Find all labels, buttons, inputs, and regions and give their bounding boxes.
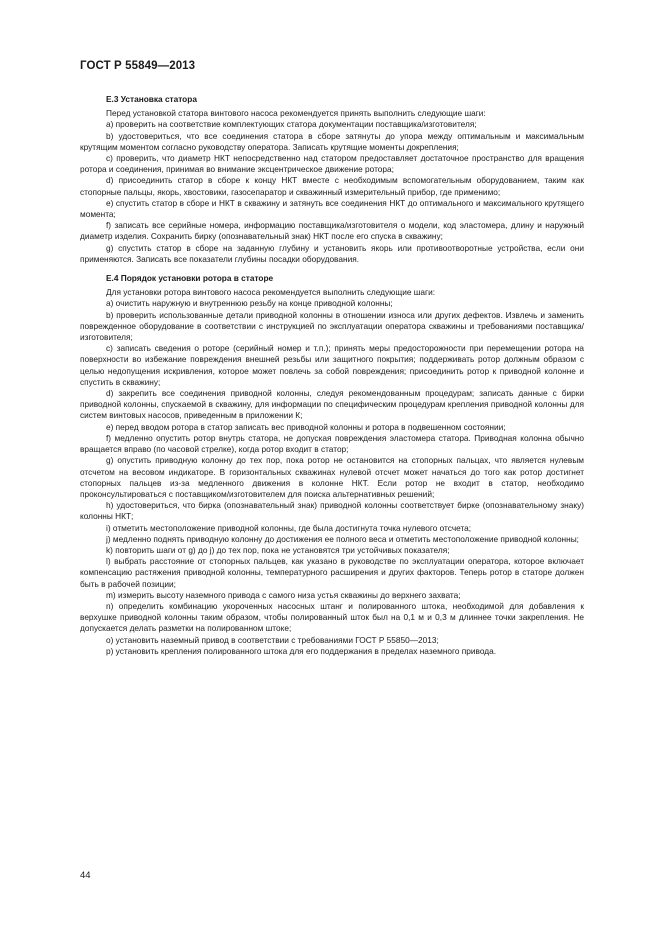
section-title-e4: Е.4 Порядок установки ротора в статоре — [106, 273, 274, 284]
paragraph: c) записать сведения о роторе (серийный номер и т.п.); принять меры предосторожности при перемещении ротора на поверхности во избежание повреждения внешней резьбы или защитного покрытия; поддерживать ротор должным образом с целью недопущения искривления, которое может повлечь за собой повреждения; присоединить ротор к приводной колонне и спустить в скважину; — [80, 343, 584, 387]
paragraph: j) медленно поднять приводную колонну до достижения ее полного веса и отметить местоположение приводной колонны; — [106, 533, 579, 544]
paragraph: c) проверить, что диаметр НКТ непосредственно над статором предоставляет достаточное пространство для вращения ротора и соединения, принимая во внимание эксцентрическое движение ротора; — [80, 153, 584, 175]
paragraph: m) измерить высоту наземного привода с самого низа устья скважины до верхнего захвата; — [106, 589, 461, 600]
paragraph: h) удостовериться, что бирка (опознавательный знак) приводной колонны соответствует бирке (опознавательному знаку) колонны НКТ; — [80, 500, 584, 522]
section-title-e3: Е.3 Установка статора — [106, 94, 197, 104]
paragraph: o) установить наземный привод в соответствии с требованиями ГОСТ Р 55850—2013; — [106, 634, 439, 645]
paragraph: n) определить комбинацию укороченных насосных штанг и полированного штока, необходимой для добавления к верхушке приводной колонны таким образом, чтобы полированный шток был на 0,1 м и 0,3 м длиннее точки закрепления. Не допускается делать разметки на полированном штоке; — [80, 600, 584, 634]
paragraph: d) закрепить все соединения приводной колонны, следуя рекомендованным процедурам; записать данные с бирки приводной колонны, спускаемой в скважину, для информации по специфическим процедурам крепления приводной колонны для систем винтовых насосов, приведенным в приложении К; — [80, 388, 584, 421]
paragraph: p) установить крепления полированного штока для его поддержания в пределах наземного привода. — [106, 645, 497, 656]
paragraph: g) опустить приводную колонну до тех пор, пока ротор не остановится на стопорных пальцах, что является нулевым отсчетом на весовом индикаторе. В горизонтальных скважинах нулевой отсчет может начаться до того как ротор достигнет стопорных пальцев из-за медленного движения в колонне НКТ. Если ротор не входит в статор, необходимо проконсультироваться с поставщиком/изготовителем для поиска альтернативных решений; — [80, 455, 584, 499]
paragraph: i) отметить местоположение приводной колонны, где была достигнута точка нулевого отсчета; — [106, 522, 472, 533]
section-e4-body — [80, 287, 584, 657]
paragraph: a) очистить наружную и внутреннюю резьбу на конце приводной колонны; — [106, 298, 393, 309]
paragraph: f) записать все серийные номера, информацию поставщика/изготовителя о модели, код эластомера, длину и наружный диаметр изделия. Сохранить бирку (опознавательный знак) НКТ после его спуска в скважину; — [80, 220, 584, 242]
paragraph: Для установки ротора винтового насоса рекомендуется выполнить следующие шаги: — [106, 287, 436, 298]
paragraph: f) медленно опустить ротор внутрь статора, не допуская повреждения эластомера статора. Приводная колонна обычно вращается вправо (по часовой стрелке), когда ротор входит в статор; — [80, 432, 584, 455]
section-e3-body — [80, 108, 584, 265]
paragraph: k) повторить шаги от g) до j) до тех пор, пока не установятся три устойчивых показателя; — [106, 544, 450, 555]
page-content — [80, 94, 584, 657]
document-header: ГОСТ Р 55849—2013 — [80, 60, 196, 72]
paragraph: b) удостовериться, что все соединения статора в сборе затянуты до упора между оптимальным и максимальным крутящим моментом согласно руководству оператора. Записать крутящие моменты докрепления; — [80, 130, 584, 152]
paragraph: e) перед вводом ротора в статор записать вес приводной колонны и ротора в подвешенном состоянии; — [106, 421, 506, 432]
paragraph: b) проверить использованные детали приводной колонны в отношении износа или других дефектов. Извлечь и заменить поврежденное оборудование в соответствии с инструкцией по эксплуатации оператора скважины и требованиями поставщика/изготовителя; — [80, 309, 584, 343]
page-number: 44 — [80, 870, 91, 881]
paragraph: g) спустить статор в сборе на заданную глубину и установить якорь или противоотворотные устройства, если они применяются. Записать все показатели глубины посадки оборудования. — [80, 242, 584, 264]
paragraph: Перед установкой статора винтового насоса рекомендуется принять выполнить следующие шаги: — [106, 108, 486, 119]
paragraph: d) присоединить статор в сборе к концу НКТ вместе с необходимым вспомогательным оборудованием, таким как стопорные пальцы, якорь, хвостовики, газосепаратор и скважинный измерительный прибор, где применимо; — [80, 175, 584, 197]
paragraph: a) проверить на соответствие комплектующих статора документации поставщика/изготовителя; — [106, 119, 477, 130]
paragraph: l) выбрать расстояние от стопорных пальцев, как указано в руководстве по эксплуатации оператора, которое включает компенсацию растяжения приводной колонны, температурного расширения и других факторов. Теперь ротор в статоре должен быть в рабочей позиции; — [80, 556, 584, 589]
paragraph: e) спустить статор в сборе и НКТ в скважину и затянуть все соединения НКТ до оптимального и максимального крутящего момента; — [80, 197, 584, 220]
